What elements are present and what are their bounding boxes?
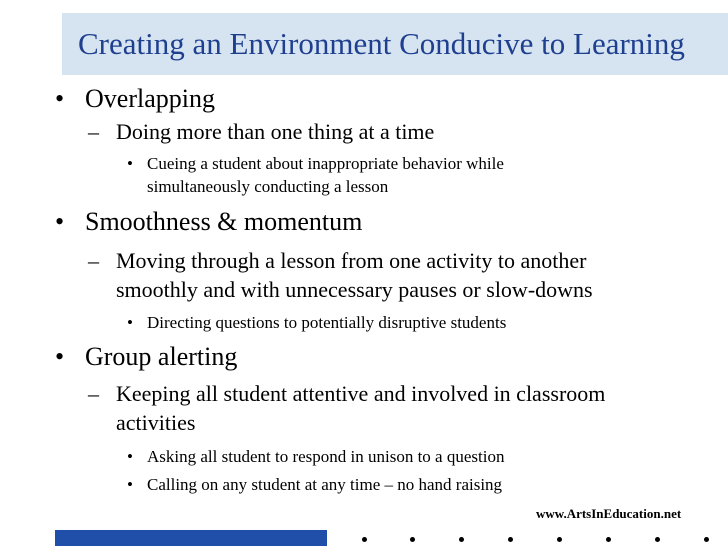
detail-text: simultaneously conducting a lesson xyxy=(147,177,389,196)
bullet-marker: • xyxy=(55,207,65,236)
detail-text: Directing questions to potentially disruptive students xyxy=(147,313,507,332)
detail-text: Cueing a student about inappropriate behavior while xyxy=(147,154,504,173)
bullet-heading: Smoothness & momentum xyxy=(85,207,363,236)
detail-text: Calling on any student at any time – no hand raising xyxy=(147,475,503,494)
footer-dot xyxy=(459,537,464,542)
sub-bullet-text: smoothly and with unnecessary pauses or slow-downs xyxy=(116,277,593,302)
dash-marker: – xyxy=(88,381,99,406)
dash-marker: – xyxy=(88,119,99,144)
footer-dot xyxy=(606,537,611,542)
detail-marker: • xyxy=(127,475,133,494)
detail-marker: • xyxy=(127,154,133,173)
sub-bullet-text: activities xyxy=(116,410,196,435)
sub-bullet-text: Doing more than one thing at a time xyxy=(116,119,435,144)
footer-dot xyxy=(557,537,562,542)
footer-dot xyxy=(655,537,660,542)
detail-text: Asking all student to respond in unison to a question xyxy=(147,447,505,466)
bullet-heading: Group alerting xyxy=(85,342,238,371)
dash-marker: – xyxy=(88,248,99,273)
detail-marker: • xyxy=(127,447,133,466)
footer-dot xyxy=(704,537,709,542)
footer-dot xyxy=(410,537,415,542)
footer-dot xyxy=(362,537,367,542)
footer-dot xyxy=(508,537,513,542)
sub-bullet-text: Moving through a lesson from one activity to another xyxy=(116,248,587,273)
footer-bar xyxy=(55,530,327,546)
bullet-heading: Overlapping xyxy=(85,84,215,113)
slide-title: Creating an Environment Conducive to Learning xyxy=(78,26,685,61)
footer-url: www.ArtsInEducation.net xyxy=(536,506,682,521)
bullet-marker: • xyxy=(55,84,65,113)
sub-bullet-text: Keeping all student attentive and involved in classroom xyxy=(116,381,606,406)
bullet-marker: • xyxy=(55,342,65,371)
detail-marker: • xyxy=(127,313,133,332)
